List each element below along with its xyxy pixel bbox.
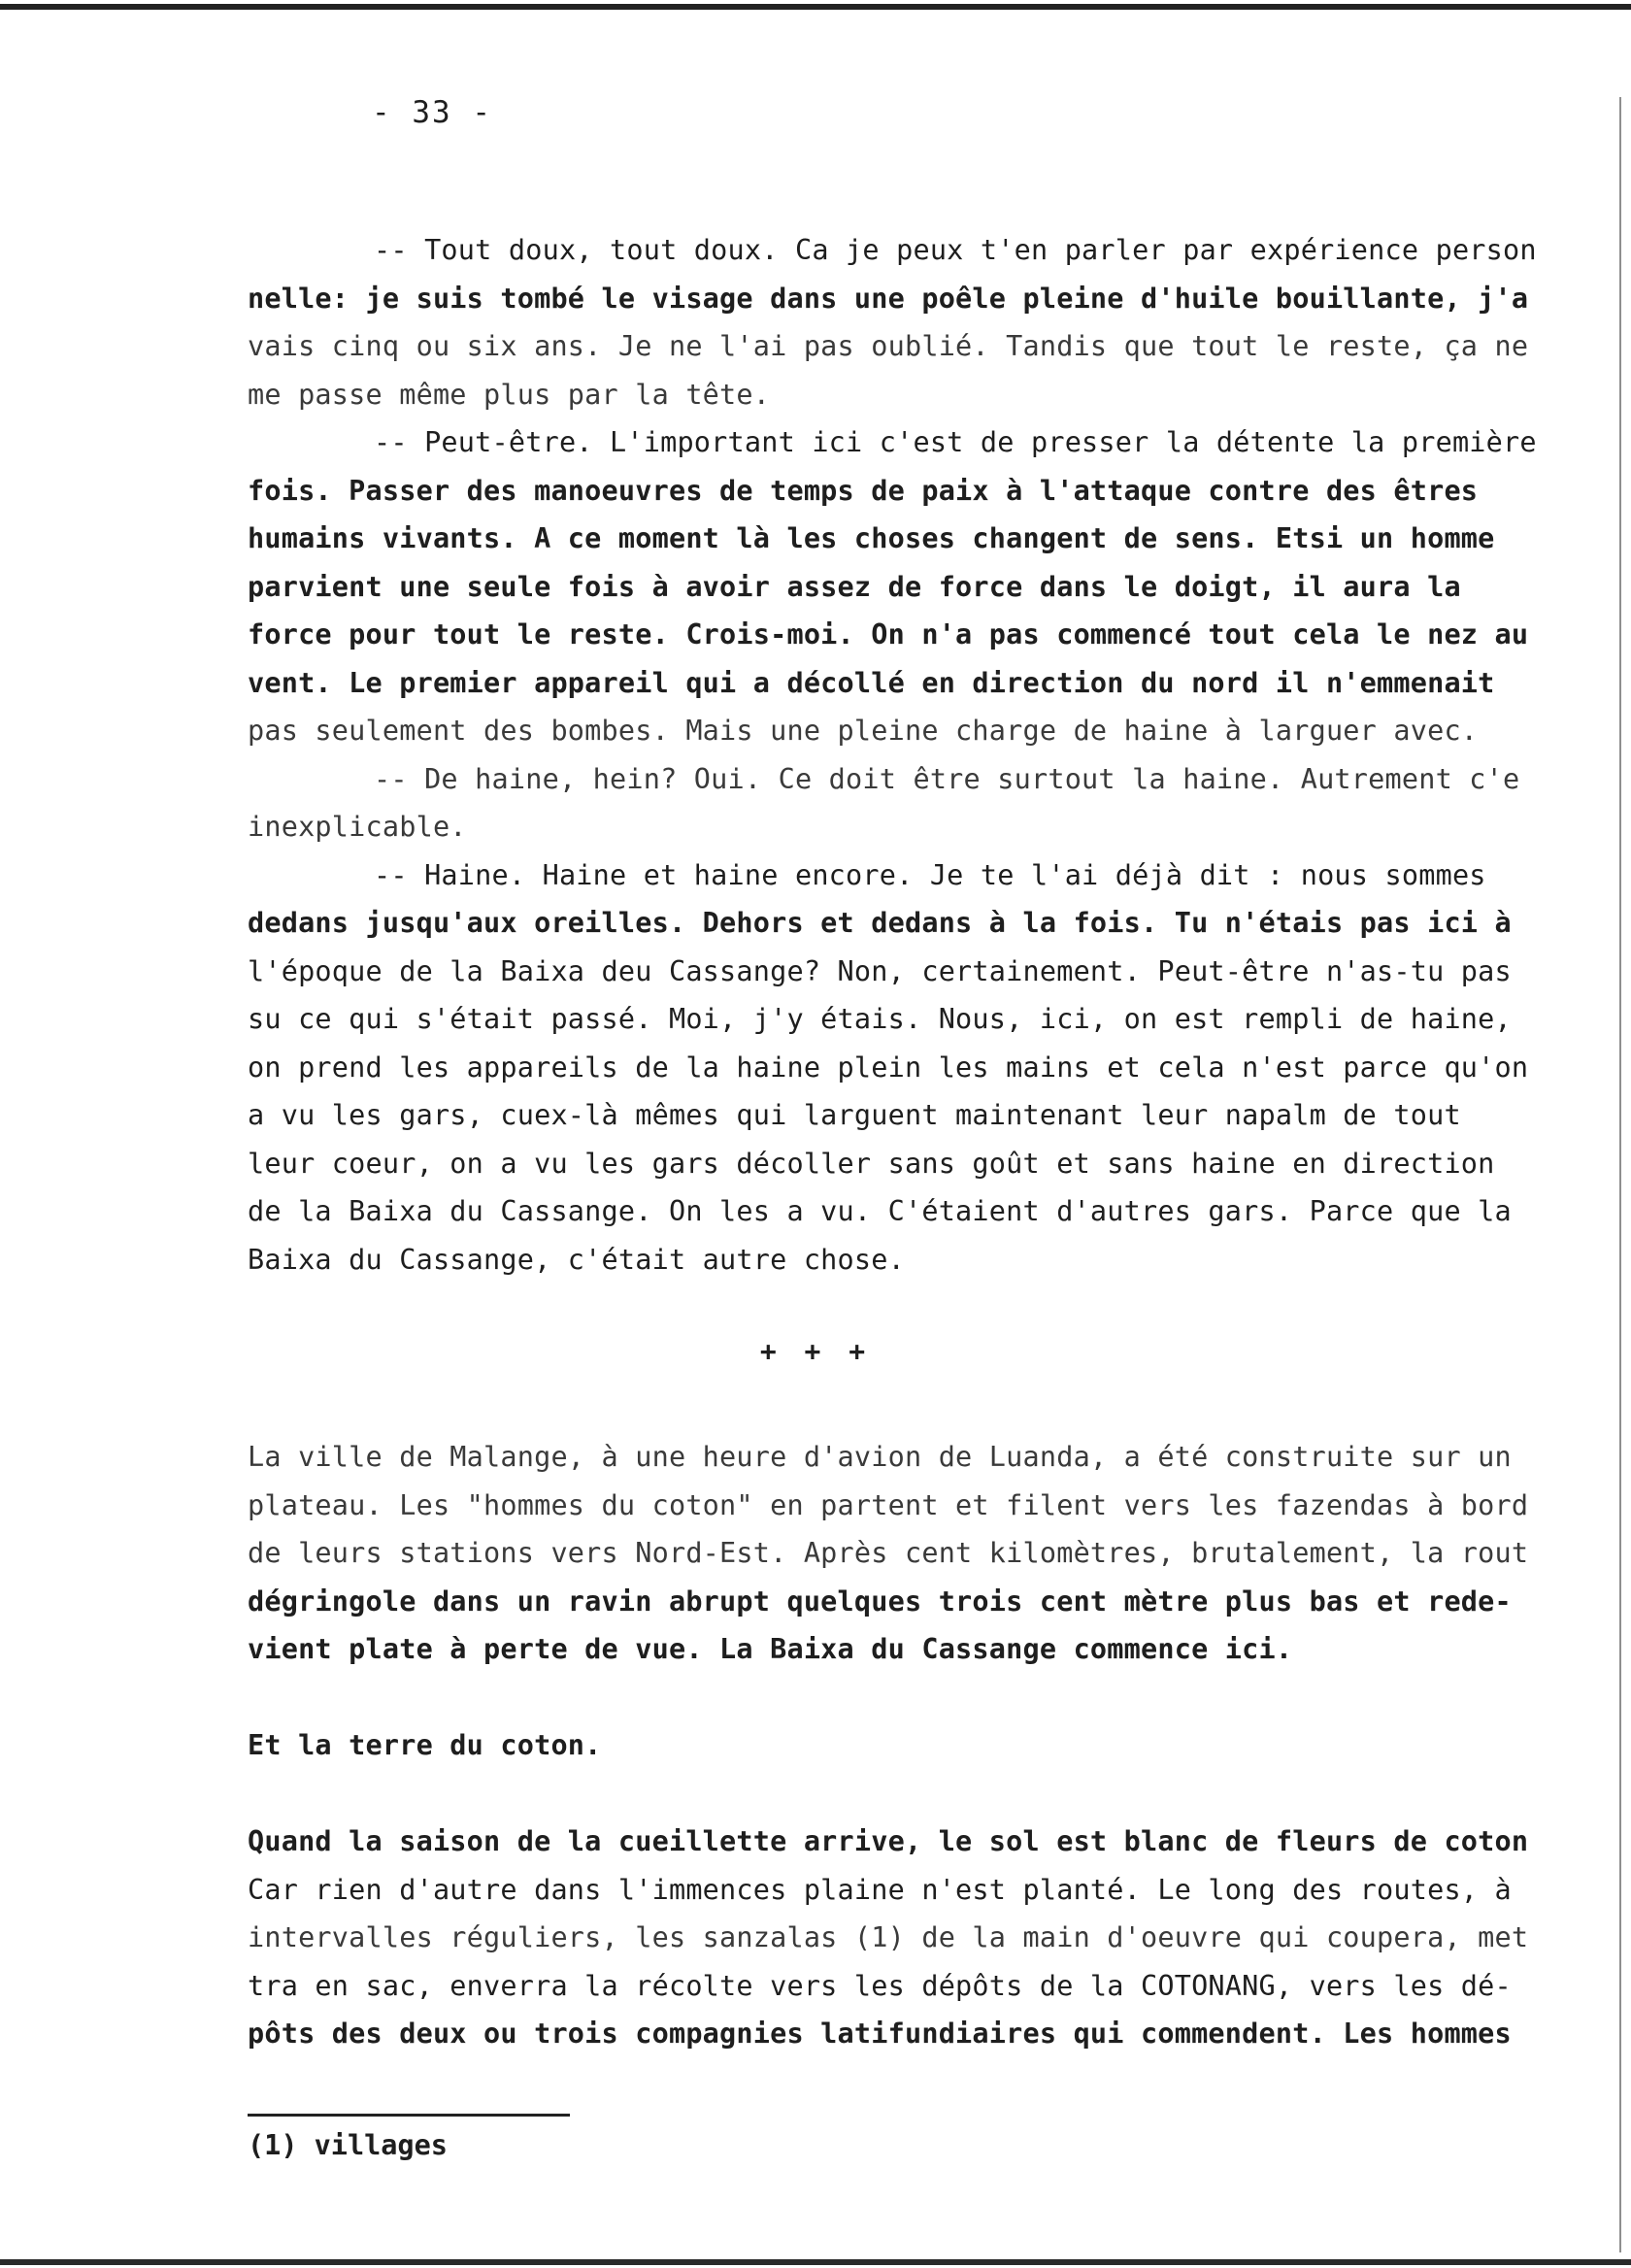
page-number: - 33 - <box>372 95 492 130</box>
text-line: me passe même plus par la tête. <box>248 378 771 411</box>
text-line: -- Peut-être. L'important ici c'est de presser la détente la première <box>374 426 1537 458</box>
text-line: intervalles réguliers, les sanzalas (1) de la main d'oeuvre qui coupera, met <box>248 1921 1529 1953</box>
text-line: vient plate à perte de vue. La Baixa du Cassange commence ici. <box>248 1633 1293 1665</box>
text-line: -- De haine, hein? Oui. Ce doit être surtout la haine. Autrement c'e <box>374 762 1520 795</box>
bottom-edge-rule <box>0 2256 1631 2268</box>
footnote-divider <box>248 2114 570 2117</box>
text-line: de la Baixa du Cassange. On les a vu. C'étaient d'autres gars. Parce que la <box>248 1195 1512 1227</box>
blank-line <box>248 1674 1626 1722</box>
text-line: de leurs stations vers Nord-Est. Après cent kilomètres, brutalement, la rout <box>248 1537 1529 1569</box>
text-line: Baixa du Cassange, c'était autre chose. <box>248 1243 905 1276</box>
text-line: leur coeur, on a vu les gars décoller sans goût et sans haine en direction <box>248 1147 1495 1180</box>
footnote: (1) villages <box>248 2129 448 2161</box>
text-line: Car rien d'autre dans l'immences plaine n'est planté. Le long des routes, à <box>248 1873 1512 1906</box>
text-line: vais cinq ou six ans. Je ne l'ai pas oublié. Tandis que tout le reste, ça ne <box>248 330 1529 362</box>
top-edge-rule <box>0 0 1631 14</box>
text-line: su ce qui s'était passé. Moi, j'y étais. Nous, ici, on est rempli de haine, <box>248 1003 1512 1035</box>
text-line: on prend les appareils de la haine plein les mains et cela n'est parce qu'on <box>248 1051 1529 1084</box>
text-line: fois. Passer des manoeuvres de temps de paix à l'attaque contre des êtres <box>248 474 1479 507</box>
text-line: Quand la saison de la cueillette arrive, le sol est blanc de fleurs de coton <box>248 1825 1529 1857</box>
text-line: inexplicable. <box>248 811 467 843</box>
text-line: -- Tout doux, tout doux. Ca je peux t'en parler par expérience person <box>374 234 1537 266</box>
text-line: dégringole dans un ravin abrupt quelques trois cent mètre plus bas et rede- <box>248 1584 1512 1618</box>
text-line: humains vivants. A ce moment là les choses changent de sens. Etsi un homme <box>248 522 1495 554</box>
body-text-continued <box>248 1433 1626 2058</box>
text-line: dedans jusqu'aux oreilles. Dehors et dedans à la fois. Tu n'étais pas ici à <box>248 907 1512 939</box>
text-line: La ville de Malange, à une heure d'avion de Luanda, a été construite sur un <box>248 1441 1512 1473</box>
text-line: -- Haine. Haine et haine encore. Je te l'ai déjà dit : nous sommes <box>374 858 1486 891</box>
text-line: Et la terre du coton. <box>248 1729 602 1761</box>
section-separator: + + + <box>759 1335 872 1367</box>
text-line: parvient une seule fois à avoir assez de force dans le doigt, il aura la <box>248 570 1461 603</box>
text-line: l'époque de la Baixa deu Cassange? Non, certainement. Peut-être n'as-tu pas <box>248 954 1512 987</box>
text-line: plateau. Les "hommes du coton" en partent et filent vers les fazendas à bord <box>248 1488 1529 1521</box>
text-line: vent. Le premier appareil qui a décollé en direction du nord il n'emmenait <box>248 666 1495 699</box>
text-line: pôts des deux ou trois compagnies latifundiaires qui commendent. Les hommes <box>248 2018 1512 2050</box>
text-line: tra en sac, enverra la récolte vers les dépôts de la COTONANG, vers les dé- <box>248 1969 1512 2002</box>
text-line: pas seulement des bombes. Mais une pleine charge de haine à larguer avec. <box>248 715 1479 747</box>
text-line: a vu les gars, cuex-là mêmes qui larguent maintenant leur napalm de tout <box>248 1099 1461 1131</box>
body-text <box>248 226 1626 1284</box>
blank-line <box>248 1770 1626 1818</box>
text-line: force pour tout le reste. Crois-moi. On n'a pas commencé tout cela le nez au <box>248 618 1529 650</box>
text-line: nelle: je suis tombé le visage dans une poêle pleine d'huile bouillante, j'a <box>248 282 1529 315</box>
